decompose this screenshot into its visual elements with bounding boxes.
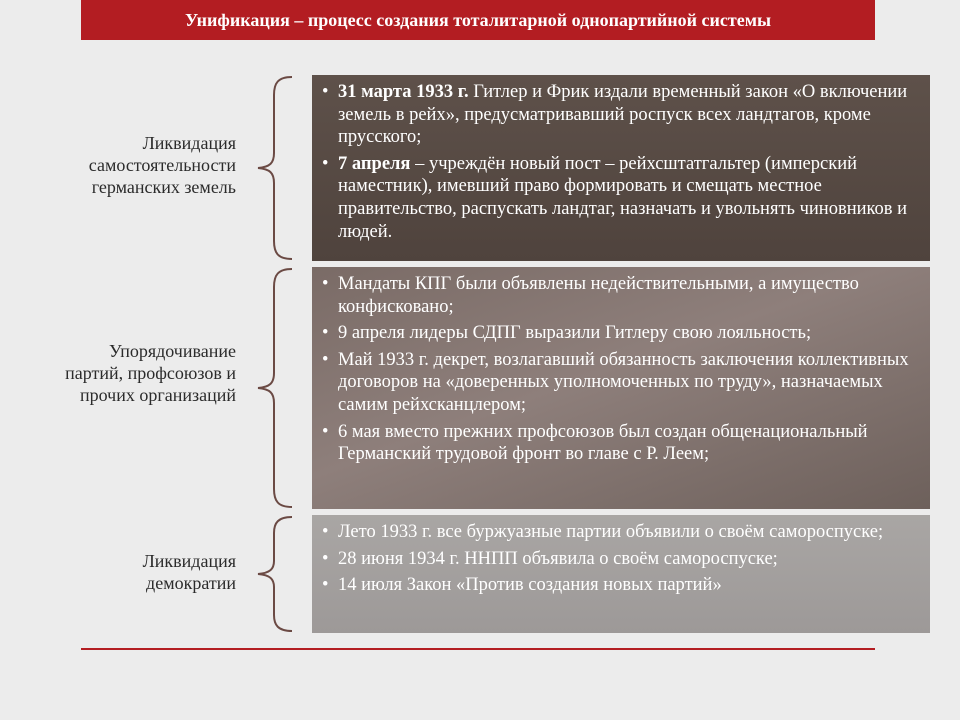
bottom-rule	[81, 648, 875, 650]
list-item: • 28 июня 1934 г. ННПП объявила о своём самороспуске;	[322, 548, 778, 569]
panel-parties	[312, 267, 930, 509]
list-item: • Май 1933 г. декрет, возлагавший обязанность заключения коллективных договоров на «доверенных уполномоченных по труду», назначаемых самим рейхсканцлером;	[322, 349, 909, 415]
section-label-lands: Ликвидация самостоятельности германских земель	[88, 133, 236, 197]
list-item: • 9 апреля лидеры СДПГ выразили Гитлеру свою лояльность;	[322, 323, 812, 344]
panel-democracy	[312, 515, 930, 633]
list-item: • Лето 1933 г. все буржуазные партии объявили о своём самороспуске;	[322, 522, 884, 542]
section-label-democracy: Ликвидация демократии	[142, 551, 236, 593]
list-item: • 31 марта 1933 г. Гитлер и Фрик издали временный закон «О включении земель в рейх», предусматривавший роспуск всех ландтагов, кроме прусского;	[322, 82, 908, 148]
brace-lands	[252, 75, 298, 261]
list-item: • 6 мая вместо прежних профсоюзов был создан общенациональный Германский трудовой фронт во главе с Р. Леем;	[322, 421, 868, 465]
section-label-parties: Упорядочивание партий, профсоюзов и прочих организаций	[65, 341, 236, 405]
list-item: • Мандаты КПГ были объявлены недействительными, а имущество конфисковано;	[322, 274, 859, 317]
brace-parties	[252, 267, 298, 509]
brace-democracy	[252, 515, 298, 633]
list-item: • 14 июля Закон «Против создания новых партий»	[322, 575, 722, 596]
list-item: • 7 апреля – учреждён новый пост – рейхсштатгальтер (имперский наместник), имевший право формировать и смещать местное правительство, распускать ландтаг, назначать и увольнять чиновников и людей.	[322, 153, 908, 242]
panel-lands	[312, 75, 930, 261]
slide-title: Унификация – процесс создания тоталитарной однопартийной системы	[81, 0, 875, 40]
